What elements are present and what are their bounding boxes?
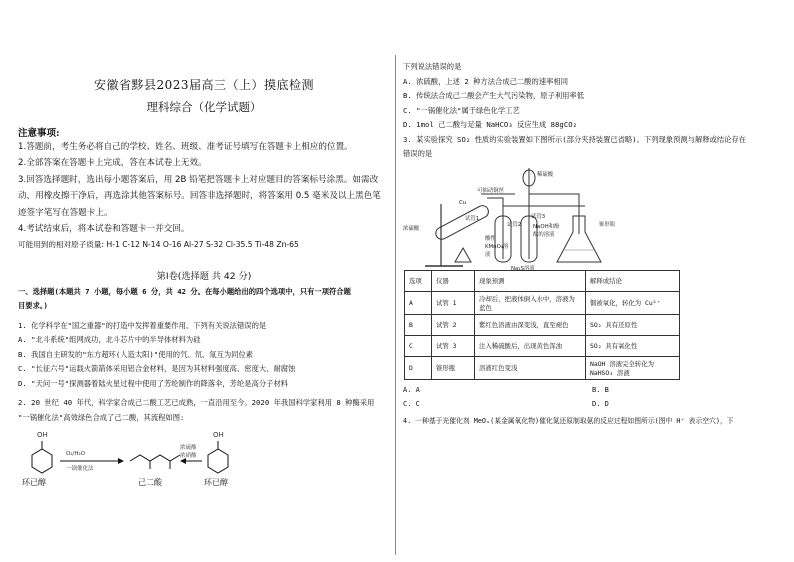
label-naoh: NaOH和酚酞的溶液 (533, 223, 560, 238)
notice-item: 2.全部答案在答题卡上完成，答在本试卷上无效。 (18, 158, 207, 169)
part1-intro-line: 目要求。) (18, 301, 48, 311)
notice-item: 动，用橡皮擦干净后，再选涂其他答案标号。回答非选择题时，将答案用 0.5 毫米及以上黑色笔 (18, 191, 381, 202)
question-1 (18, 319, 390, 392)
q2-option-d: D. 1mol 己二酸与足量 NaHCO₃ 反应生成 88gCO₂ (403, 120, 578, 129)
part1-intro (18, 285, 390, 314)
q2-continuation (403, 60, 781, 162)
table-cell: A (405, 291, 432, 314)
notice-item: 3.回答选择题时，选出每小题答案后，用 2B 铅笔把答题卡上对应题目的答案标号涂黑。如需改 (18, 174, 379, 185)
apparatus-drawing (403, 164, 781, 270)
q3-answer-d: D. D (592, 399, 609, 408)
q1-option-c: C. "长征六号"运载火箭箭体采用铝合金材料，是因为其材料强度高、密度大、耐腐蚀 (18, 364, 296, 374)
reaction-scheme (18, 429, 390, 491)
q3-table (404, 270, 680, 380)
left-column (18, 62, 390, 491)
delivery-tube (487, 198, 585, 206)
label-kmno4: 酸性KMnO₄溶液 (485, 235, 509, 258)
table-header: 选项 (405, 270, 432, 291)
q4-stem: 4. 一种基于光催化剂 MeOₓ(某金属氧化物)催化氮还原制取氨的反应过程如图所示(图中 H⁺ 表示空穴)，下 (403, 416, 734, 425)
table-cell: 试管 1 (432, 291, 475, 314)
table-row (405, 356, 680, 379)
table-header: 解释或结论 (586, 270, 680, 291)
label-conc-acid: 浓硫酸 (403, 225, 420, 232)
table-cell: 锥形瓶 (432, 356, 475, 379)
table-cell: C (405, 335, 432, 356)
reagent-o2-label: O₂/H₂O (66, 451, 86, 458)
table-cell: 铜被氧化，转化为 Cu²⁺ (586, 291, 680, 314)
part1-title: 第Ⅰ卷(选择题 共 42 分) (156, 270, 252, 282)
q1-option-b: B. 我国自主研发的"东方超环(人造太阳)"使用的氕、氘、氚互为同位素 (18, 349, 254, 359)
label-t1: 试管1 (465, 215, 480, 222)
exam-subtitle: 理科综合（化学试题） (146, 100, 262, 114)
exam-title: 安徽省黟县2023届高三（上）摸底检测 (93, 78, 315, 92)
table-cell: SO₂ 具有还原性 (586, 314, 680, 335)
oh-label-left: OH (37, 431, 48, 440)
q2-option-a: A. 浓硫酸，上述 2 种方法合成己二酸的速率相同 (403, 76, 568, 86)
table-cell: 溶液红色变浅 (475, 356, 586, 379)
table-header-row (405, 270, 680, 291)
label-needle: 可抽动铜丝 (477, 187, 504, 194)
label-t2: 试管2 (507, 221, 522, 228)
reagent-h2so4-label: 浓硫酸 (180, 445, 197, 452)
label-na2s: Na₂S溶液 (511, 265, 535, 272)
adipic-acid-name: 己二酸 (138, 478, 162, 488)
notice-label: 注意事项: (18, 128, 60, 139)
table-header: 现象预测 (475, 270, 586, 291)
notice-item: 1.答题前，考生务必将自己的学校、姓名、班级、准考证号填写在答题卡上相应的位置。 (18, 142, 353, 152)
test-tube-1 (434, 203, 491, 241)
table-row (405, 314, 680, 335)
notice-item: 4.考试结束后，将本试卷和答题卡一并交回。 (18, 224, 190, 235)
table-cell: 试管 3 (432, 335, 475, 356)
table-cell: 冷却后，把液体倒入水中，溶液为蓝色 (475, 291, 586, 314)
table-cell: 试管 2 (432, 314, 475, 335)
cyclohexanol-name-right: 环已醇 (204, 478, 228, 488)
part1-intro-line: 一、选择题(本题共 7 小题，每小题 6 分，共 42 分。在每小题给出的四个选项中，只有一项符合题 (18, 286, 351, 296)
adipic-acid-chain (130, 455, 180, 461)
column-divider (395, 55, 396, 555)
table-cell: 紫红色溶液由深变浅，直至褪色 (475, 314, 586, 335)
table-cell: B (405, 314, 432, 335)
table-header: 仪器 (432, 270, 475, 291)
arrowhead-1 (118, 458, 124, 464)
table-row (405, 335, 680, 356)
cyclohexanol-name-left: 环已醇 (22, 478, 46, 488)
table-cell: SO₂ 具有氧化性 (586, 335, 680, 356)
q2-option-b: B. 传统法合成己二酸会产生大气污染物，原子利用率低 (403, 91, 585, 100)
cyclohexanol-ring-right (208, 449, 228, 473)
table-cell: 注入稀硫酸后，出现黄色浑浊 (475, 335, 586, 356)
label-funnel: 稀硫酸 (537, 171, 554, 178)
notice-item: 迹签字笔写在答题卡上。 (18, 207, 113, 218)
q1-option-a: A. "北斗系统"组网成功，北斗芯片中的半导体材料为硅 (18, 335, 201, 345)
table-cell: NaOH 溶液完全转化为 NaHSO₃ 溶液 (586, 356, 680, 379)
reagent-onepot-label: 一锅催化法 (66, 466, 94, 473)
q3-answers-row-2 (403, 400, 781, 408)
cyclohexanol-ring-left (32, 449, 52, 473)
q2-stem-line: 2. 20 世纪 40 年代，科学家合成己二酸工艺已成熟，一直沿用至今。2020 年我国科学家利用 8 种酶采用 (18, 398, 375, 408)
question-2 (18, 396, 390, 425)
label-flask: 锥形瓶 (599, 221, 616, 228)
q2-stem-line: "一锅催化法"高效绿色合成了己二酸，其流程如图: (18, 412, 185, 422)
q3-answer-b: B. B (592, 385, 609, 394)
table-cell: D (405, 356, 432, 379)
so2-apparatus (403, 164, 781, 270)
notice-block (18, 139, 390, 254)
reagent-hno3-label: 浓硝酸 (180, 453, 197, 460)
q3-answers-row-1 (403, 386, 781, 394)
oh-label-right: OH (213, 431, 224, 440)
q1-stem: 1. 化学科学在"国之重器"的打造中发挥着重要作用。下列有关说法错误的是 (18, 320, 267, 330)
alcohol-burner (455, 248, 471, 262)
label-t3: 试管3 (531, 213, 546, 220)
q3-answer-a: A. A (403, 385, 420, 394)
q2-option-c: C. "一锅催化法"属于绿色化学工艺 (403, 105, 520, 115)
atomic-mass-line: 可能用到的相对原子质量: H-1 C-12 N-14 O-16 Al-27 S-32 Cl-35.5 Ti-48 Zn-65 (18, 240, 299, 250)
q3-answer-c: C. C (403, 399, 420, 408)
label-cu: Cu (459, 199, 467, 206)
table-row (405, 291, 680, 314)
q3-stem-line: 错误的是 (403, 149, 433, 158)
q1-option-d: D. "天问一号"探测器着陆火星过程中使用了芳纶制作的降落伞，芳纶是高分子材料 (18, 378, 289, 388)
right-column (403, 60, 781, 428)
q2-question-line: 下列说法错误的是 (403, 62, 462, 71)
q3-stem-line: 3. 某实验探究 SO₂ 性质的实验装置如下图所示(部分夹持装置已省略)。下列现象预测与解释或结论存在 (403, 134, 747, 144)
